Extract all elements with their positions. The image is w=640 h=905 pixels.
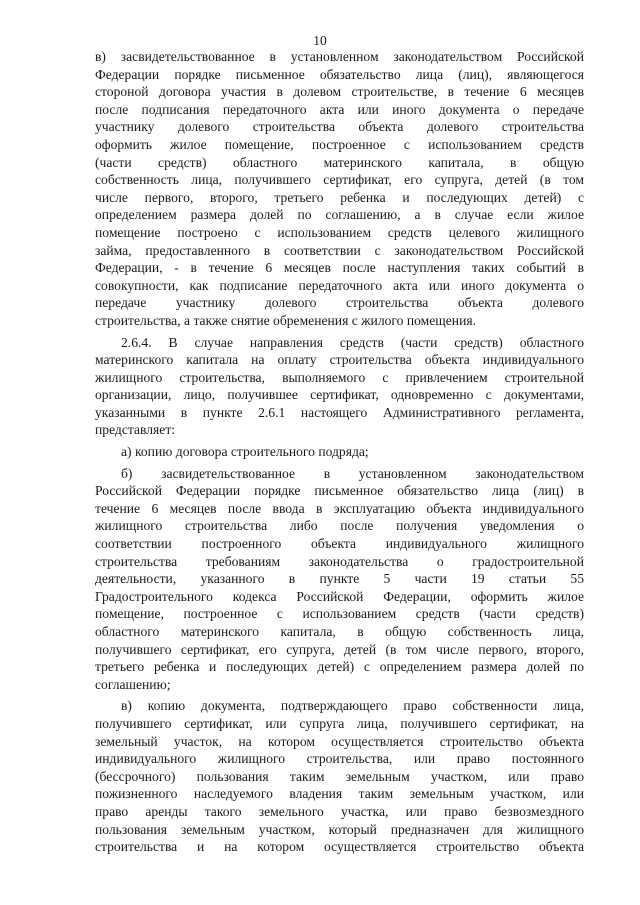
text-line: (бессрочного) пользования таким земельным участком, или право: [95, 768, 584, 784]
text-line: числе первого, второго, третьего ребенка и последующих детей) с: [95, 189, 584, 205]
text-line: определением размера долей по соглашению, а в случае если жилое: [95, 207, 584, 223]
text-line: после подписания передаточного акта или иного документа о передаче: [95, 101, 584, 117]
paragraph-p-a: [95, 443, 584, 461]
text-line: помещение построено с использованием средств целевого жилищного: [95, 224, 584, 240]
text-line: получившего сертификат, его супруга, детей (в том числе первого, второго,: [95, 641, 584, 657]
paragraph-p-264: [95, 334, 584, 440]
paragraph-p-v-cont: [95, 48, 584, 330]
text-line: 2.6.4. В случае направления средств (части средств) областного: [121, 334, 584, 350]
text-line: Градостроительного кодекса Российской Федерации, оформить жилое: [95, 588, 584, 604]
text-line: оформить жилое помещение, построенное с использованием средств: [95, 136, 584, 152]
text-line: третьего ребенка и последующих детей) с определением размера долей по: [95, 659, 584, 675]
text-line: соответствии построенного объекта индивидуального жилищного: [95, 536, 584, 552]
document-body: [95, 48, 584, 856]
text-line: помещение, построенное с использованием средств (части средств): [95, 606, 584, 622]
text-line: материнского капитала на оплату строительства объекта индивидуального: [95, 352, 584, 368]
text-line: строительства и на котором осуществляется строительство объекта: [95, 839, 584, 855]
text-line: указанными в пункте 2.6.1 настоящего Административного регламента,: [95, 404, 584, 420]
text-line: (части средств) областного материнского капитала, в общую: [95, 154, 584, 170]
text-line: земельный участок, на котором осуществляется строительство объекта: [95, 733, 584, 749]
text-line: строительства требованиям законодательства о градостроительной: [95, 553, 584, 569]
text-line: соглашению;: [95, 676, 171, 692]
page-number: 10: [313, 33, 327, 48]
text-line: в) засвидетельствованное в установленном законодательством Российской: [95, 49, 584, 64]
text-line: собственность лица, получившего сертификат, его супруга, детей (в том: [95, 172, 584, 188]
text-line: организации, лицо, получившее сертификат, одновременно с документами,: [95, 387, 584, 403]
text-line: получившего сертификат, или супруга лица, получившего сертификат, на: [95, 715, 584, 731]
paragraph-p-b: [95, 465, 584, 694]
text-line: жилищного строительства, выполняемого с привлечением строительной: [95, 369, 584, 385]
text-line: стороной договора участия в долевом строительстве, в течение 6 месяцев: [95, 84, 584, 100]
text-line: участнику долевого строительства объекта долевого строительства: [95, 119, 584, 135]
text-line: индивидуального жилищного строительства, или право постоянного: [95, 751, 584, 767]
text-line: а) копию договора строительного подряда;: [121, 444, 369, 460]
text-line: совокупности, как подписание передаточного акта или иного документа о: [95, 277, 584, 293]
text-line: жилищного строительства либо после получения уведомления о: [95, 518, 584, 534]
text-line: представляет:: [95, 422, 176, 438]
text-line: пожизненного наследуемого владения таким земельным участком, или: [95, 786, 584, 802]
text-line: передаче участнику долевого строительства объекта долевого: [95, 295, 584, 311]
text-line: Федерации порядке письменное обязательство лица (лиц), являющегося: [95, 66, 584, 82]
text-line: право аренды такого земельного участка, или право безвозмездного: [95, 803, 584, 819]
text-line: деятельности, указанного в пункте 5 части 19 статьи 55: [95, 571, 584, 587]
text-line: Российской Федерации порядке письменное обязательство лица (лиц) в: [95, 483, 584, 499]
text-line: займа, предоставленного в соответствии с законодательством Российской: [95, 242, 584, 258]
text-line: областного материнского капитала, в общую собственность лица,: [95, 624, 584, 639]
text-line: пользования земельным участком, который предназначен для жилищного: [95, 821, 584, 837]
text-line: б) засвидетельствованное в установленном законодательством: [121, 465, 584, 481]
paragraph-p-v: [95, 697, 584, 855]
text-line: Федерации, - в течение 6 месяцев после наступления таких событий в: [95, 260, 584, 276]
text-line: течение 6 месяцев после ввода в эксплуатацию объекта индивидуального: [95, 500, 584, 516]
text-line: в) копию документа, подтверждающего право собственности лица,: [121, 698, 584, 714]
text-line: строительства, а также снятие обременения с жилого помещения.: [95, 312, 476, 328]
